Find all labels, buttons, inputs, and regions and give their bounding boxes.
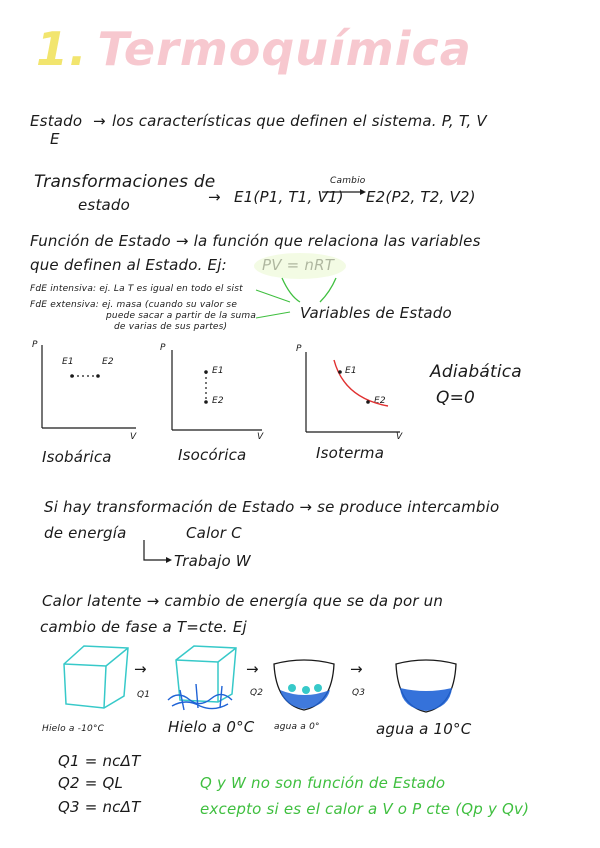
adiabatica-label: Adiabática xyxy=(430,362,522,382)
phase-label-4: agua a 10°C xyxy=(376,720,472,738)
ice-cube-melting xyxy=(176,646,236,702)
phase-arrow-1: → xyxy=(134,660,147,678)
estado-definition: los características que definen el sistema. P, T, V xyxy=(112,112,487,130)
transform-arrow: → xyxy=(208,188,221,206)
state-1: E1(P1, T1, V1) xyxy=(234,188,344,206)
graph3-ylabel: P xyxy=(296,344,302,354)
green-arrow-2 xyxy=(320,278,336,302)
trabajo-label: Trabajo W xyxy=(174,552,251,570)
cambio-arrow-head xyxy=(360,189,366,195)
fde-extensiva: FdE extensiva: ej. masa (cuando su valor se xyxy=(30,300,238,310)
fde-intensiva: FdE intensiva: ej. La T es igual en todo el sist xyxy=(30,284,243,294)
graph1-ylabel: P xyxy=(32,340,38,350)
graph3-point1: E1 xyxy=(345,366,357,376)
estado-term: Estado xyxy=(30,112,83,130)
graph2-xlabel: V xyxy=(257,432,264,442)
equation-q3: Q3 = ncΔT xyxy=(58,798,141,816)
graph1-dot-2 xyxy=(96,374,100,378)
funcion-line-1: Función de Estado → la función que relaciona las variables xyxy=(30,232,481,250)
calor-label: Calor C xyxy=(186,524,242,542)
intercambio-line-2: de energía xyxy=(44,524,127,542)
graph3-dot-2 xyxy=(366,400,370,404)
energy-branch-head xyxy=(166,557,172,563)
fde-extensiva-2: puede sacar a partir de la suma xyxy=(106,311,257,321)
graph3-caption: Isoterma xyxy=(316,444,385,462)
graph1-dot-1 xyxy=(70,374,74,378)
bowl-ice-water xyxy=(274,660,334,710)
phase-arrow-2: → xyxy=(246,660,259,678)
graph2-caption: Isocórica xyxy=(178,446,247,464)
equation-q1: Q1 = ncΔT xyxy=(58,752,141,770)
graph2-dot-1 xyxy=(204,370,208,374)
fde-extensiva-3: de varias de sus partes) xyxy=(114,322,228,332)
phase-label-1: Hielo a -10°C xyxy=(42,724,105,734)
graph3-dot-1 xyxy=(338,370,342,374)
phase-label-3: agua a 0° xyxy=(274,722,320,732)
green-arrow-1 xyxy=(282,278,300,302)
title-text: Termoquímica xyxy=(97,22,472,76)
transformaciones-term: Transformaciones de xyxy=(34,172,216,192)
transformaciones-term-2: estado xyxy=(78,196,131,214)
q1-label: Q1 xyxy=(137,690,151,700)
phase-arrow-3: → xyxy=(350,660,363,678)
graph2-point2: E2 xyxy=(212,396,224,406)
estado-symbol: E xyxy=(50,130,60,148)
green-link-1 xyxy=(256,290,290,302)
latente-line-2: cambio de fase a T=cte. Ej xyxy=(40,618,247,636)
graph1-point2: E2 xyxy=(102,357,114,367)
q2-label: Q2 xyxy=(250,688,264,698)
latente-line-1: Calor latente → cambio de energía que se da por un xyxy=(42,592,444,610)
adiabatica-eq: Q=0 xyxy=(436,388,476,408)
graph1-point1: E1 xyxy=(62,357,74,367)
graph1-caption: Isobárica xyxy=(42,448,112,466)
green-link-2 xyxy=(256,312,290,318)
cambio-label: Cambio xyxy=(330,176,366,186)
graph2-dot-2 xyxy=(204,400,208,404)
funcion-line-2: que definen al Estado. Ej: xyxy=(30,256,227,274)
state-2: E2(P2, T2, V2) xyxy=(366,188,476,206)
graph1-xlabel: V xyxy=(130,432,137,442)
q3-label: Q3 xyxy=(352,688,366,698)
graph2-ylabel: P xyxy=(160,343,166,353)
estado-arrow: → xyxy=(93,112,106,130)
graph3-point2: E2 xyxy=(374,396,386,406)
ice-cube-cold xyxy=(64,646,128,708)
graph2-point1: E1 xyxy=(212,366,224,376)
melt-water xyxy=(168,684,232,710)
note-line-2: excepto si es el calor a V o P cte (Qp y Qv) xyxy=(200,800,530,818)
title-number: 1. xyxy=(36,22,88,76)
intercambio-line-1: Si hay transformación de Estado → se produce intercambio xyxy=(44,498,500,516)
equation-q2: Q2 = QL xyxy=(58,774,124,792)
energy-branch xyxy=(144,540,168,560)
variables-estado-label: Variables de Estado xyxy=(300,304,452,322)
bowl-water xyxy=(396,660,456,712)
equation-highlight xyxy=(254,253,346,279)
note-line-1: Q y W no son función de Estado xyxy=(200,774,446,792)
graph3-xlabel: V xyxy=(396,432,403,442)
isoterma-curve xyxy=(334,360,388,406)
phase-label-2: Hielo a 0°C xyxy=(168,718,255,736)
